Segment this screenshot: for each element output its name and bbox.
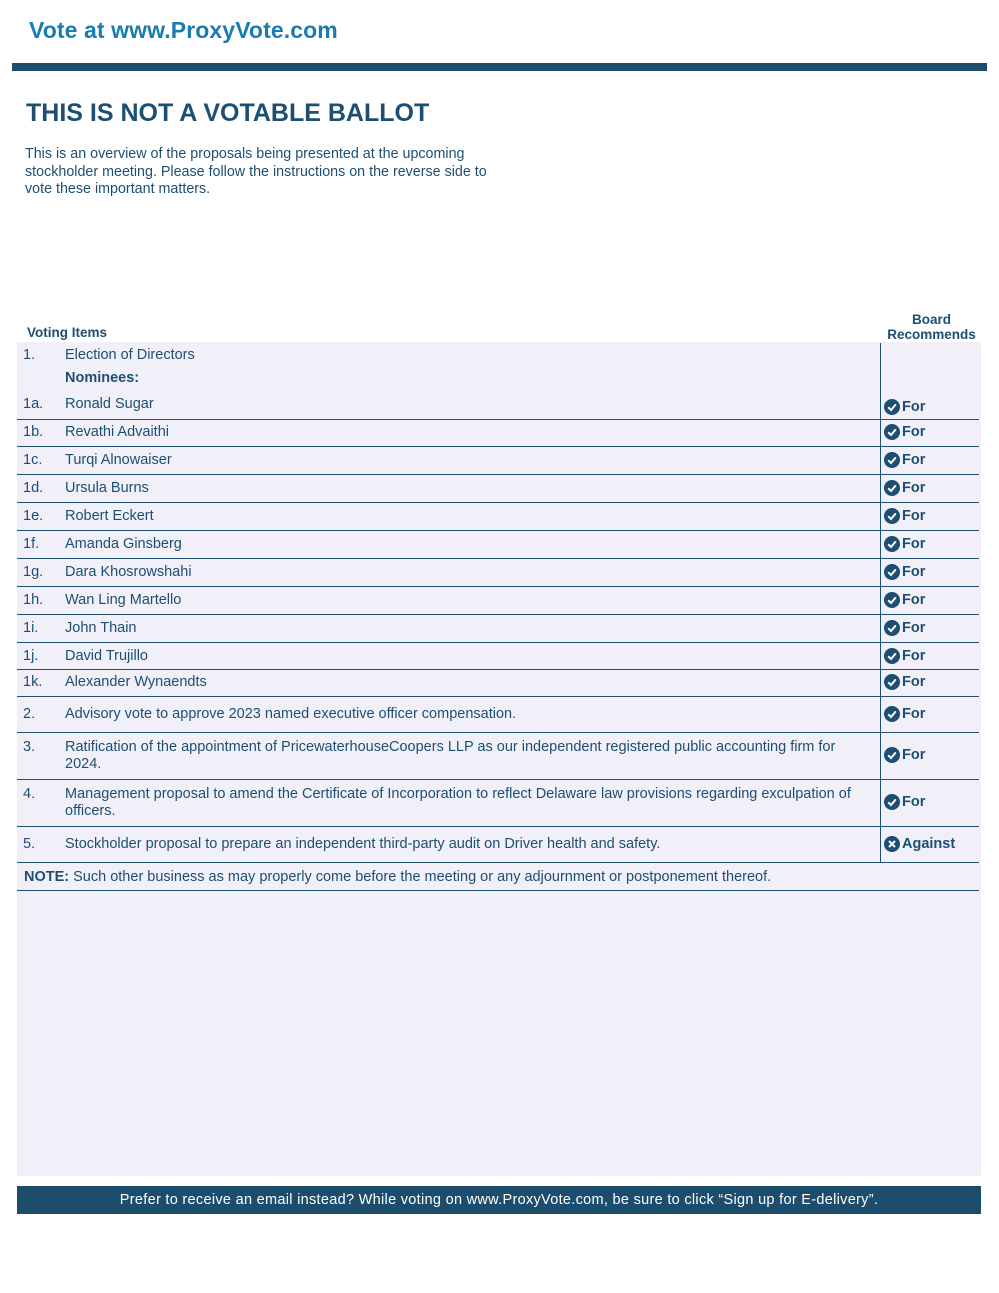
nominee-name: Dara Khosrowshahi [65,564,192,580]
recommendation-label: For [902,399,926,415]
item-number: 1g. [23,564,44,580]
nominee-name: Alexander Wynaendts [65,674,207,690]
nominee-name: Turqi Alnowaiser [65,452,172,468]
recommendation [884,452,925,468]
nominee-name: David Trujillo [65,648,148,664]
item-number: 1j. [23,648,39,664]
item-number: 5. [23,836,36,852]
recommendation [884,480,925,496]
check-circle-icon [884,620,900,636]
recommendation [884,424,925,440]
recommendation-label: For [902,747,926,763]
recommendation [884,836,955,852]
table-row-proposal [17,697,979,733]
check-circle-icon [884,564,900,580]
table-row [17,447,979,475]
recommendation [884,592,925,608]
recommendation [884,564,925,580]
table-row [17,531,979,559]
table-row-proposal [17,827,979,863]
item-number: 4. [23,786,36,802]
top-rule [12,63,987,71]
check-circle-icon [884,508,900,524]
recommendation-label: For [902,706,926,722]
table-row [17,420,979,447]
nominee-name: Ursula Burns [65,480,149,496]
column-divider [880,343,881,863]
proposal-text: Advisory vote to approve 2023 named executive officer compensation. [65,706,517,722]
item-number: 1k. [23,674,43,690]
nominee-name: Revathi Advaithi [65,424,169,440]
recommendation-label: For [902,480,926,496]
intro-text: This is an overview of the proposals being presented at the upcoming stockholder meeting. Please follow the instructions on the reverse side to vote these important matters. [25,146,487,197]
recommendation [884,747,925,763]
recommendation-label: For [902,648,926,664]
item-number: 1e. [23,508,44,524]
note-body: Such other business as may properly come before the meeting or any adjournment or postponement thereof. [69,869,772,885]
item-text: Election of Directors [65,347,195,363]
table-row [17,587,979,615]
table-row-proposal [17,780,979,827]
item-number: 1i. [23,620,39,636]
recommendation [884,674,925,690]
table-row [17,559,979,587]
vote-url-heading: Vote at www.ProxyVote.com [29,17,338,43]
check-circle-icon [884,706,900,722]
check-circle-icon [884,424,900,440]
table-row [17,670,979,697]
nominee-name: Robert Eckert [65,508,154,524]
check-circle-icon [884,536,900,552]
check-circle-icon [884,674,900,690]
item-number: 2. [23,706,36,722]
check-circle-icon [884,648,900,664]
proposal-text: Ratification of the appointment of PricewaterhouseCoopers LLP as our independent registered public accounting firm for 2024. [65,739,836,772]
item-number: 1f. [23,536,40,552]
recommendation-label: For [902,674,926,690]
check-circle-icon [884,747,900,763]
check-circle-icon [884,399,900,415]
recommendation-label: For [902,508,926,524]
recommendation [884,648,925,664]
recommendation-label: Against [902,836,956,852]
recommendation [884,536,925,552]
nominee-name: Wan Ling Martello [65,592,182,608]
recommendation-label: For [902,620,926,636]
note-label: NOTE: [24,869,70,885]
check-circle-icon [884,452,900,468]
recommendation-label: For [902,592,926,608]
column-header-board-recommends: Board Recommends [887,312,976,342]
table-row [17,503,979,531]
table-row [17,643,979,670]
item-number: 1d. [23,480,44,496]
item-number: 1a. [23,396,44,412]
footer-edelivery-bar: Prefer to receive an email instead? While voting on www.ProxyVote.com, be sure to click “Sign up for E-delivery”. [17,1186,981,1214]
check-circle-icon [884,794,900,810]
recommendation-label: For [902,794,926,810]
table-row-election [17,343,979,420]
item-number: 1. [23,347,36,363]
recommendation-label: For [902,564,926,580]
check-circle-icon [884,592,900,608]
recommendation [884,620,925,636]
check-circle-icon [884,480,900,496]
nominees-label: Nominees: [65,370,140,386]
item-number: 1h. [23,592,44,608]
x-circle-icon [884,836,900,852]
nominee-name: Ronald Sugar [65,396,154,412]
note-rule [17,890,979,891]
item-number: 1c. [23,452,43,468]
proposal-text: Stockholder proposal to prepare an independent third-party audit on Driver health and safety. [65,836,661,852]
nominee-name: Amanda Ginsberg [65,536,182,552]
recommendation-label: For [902,452,926,468]
page-title: THIS IS NOT A VOTABLE BALLOT [26,99,430,127]
nominee-name: John Thain [65,620,137,636]
table-row-proposal [17,733,979,780]
recommendation [884,706,925,722]
item-number: 3. [23,739,36,755]
recommendation-label: For [902,536,926,552]
recommendation [884,399,925,415]
recommendation [884,508,925,524]
column-header-voting-items: Voting Items [27,325,108,340]
note-text [24,869,771,885]
table-row [17,475,979,503]
recommendation-label: For [902,424,926,440]
item-number: 1b. [23,424,44,440]
proposal-text: Management proposal to amend the Certificate of Incorporation to reflect Delaware law provisions regarding exculpation of officers. [65,786,851,819]
table-row [17,615,979,643]
recommendation [884,794,925,810]
